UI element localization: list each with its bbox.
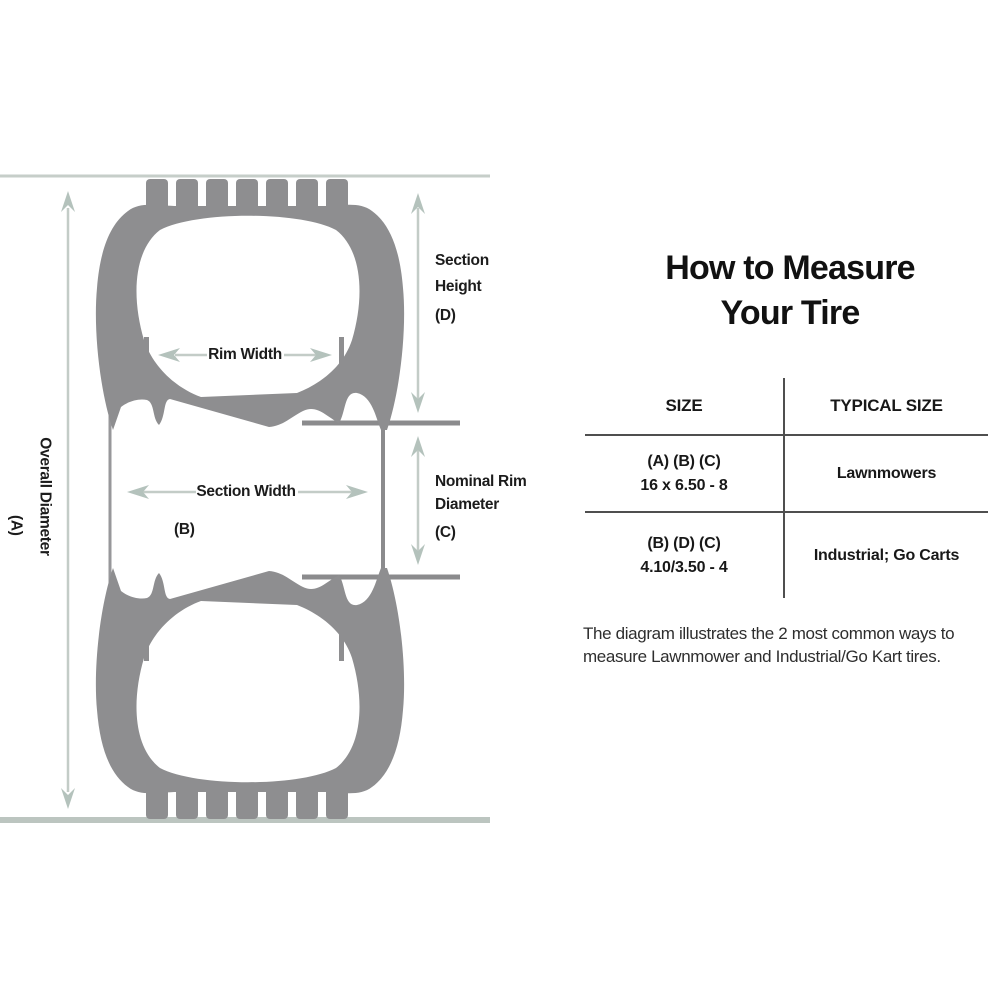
- size-table: [585, 378, 988, 598]
- tire-upper-half: [96, 179, 404, 430]
- size-column-header: SIZE: [585, 378, 785, 436]
- section-height-line2: Height: [435, 278, 482, 295]
- page-title-line1: How to Measure: [665, 249, 915, 287]
- table-row-2-typical: Industrial; Go Carts: [813, 546, 960, 564]
- section-width-label: Section Width: [196, 483, 296, 500]
- table-row-1-size: [585, 436, 785, 513]
- table-row-2-size: [585, 513, 785, 598]
- nominal-rim-key: (C): [435, 524, 456, 541]
- row-2-size-keys: (B) (D) (C): [647, 534, 721, 552]
- row-1-size-keys: (A) (B) (C): [647, 452, 721, 470]
- overall-diameter-label: Overall Diameter: [36, 437, 54, 556]
- rim-width-label: Rim Width: [208, 346, 282, 363]
- typical-size-column-header: TYPICAL SIZE: [785, 378, 988, 436]
- section-width-key: (B): [174, 521, 195, 538]
- nominal-rim-diameter-label: [435, 470, 526, 544]
- section-height-label: [435, 248, 489, 329]
- page-title-line2: Your Tire: [720, 294, 860, 332]
- nominal-rim-line2: Diameter: [435, 496, 499, 513]
- page-title: [580, 246, 1000, 336]
- section-height-line1: Section: [435, 252, 489, 269]
- row-2-size-value: 4.10/3.50 - 4: [640, 558, 728, 576]
- row-1-size-value: 16 x 6.50 - 8: [640, 476, 728, 494]
- table-row-1-typical: Lawnmowers: [785, 436, 988, 513]
- section-height-key: (D): [435, 307, 456, 324]
- overall-diameter-key: (A): [7, 514, 25, 536]
- explanatory-note: The diagram illustrates the 2 most common ways to measure Lawnmower and Industrial/Go Kart tires.: [583, 624, 955, 666]
- tire-lower-half: [96, 568, 404, 819]
- nominal-rim-line1: Nominal Rim: [435, 473, 527, 490]
